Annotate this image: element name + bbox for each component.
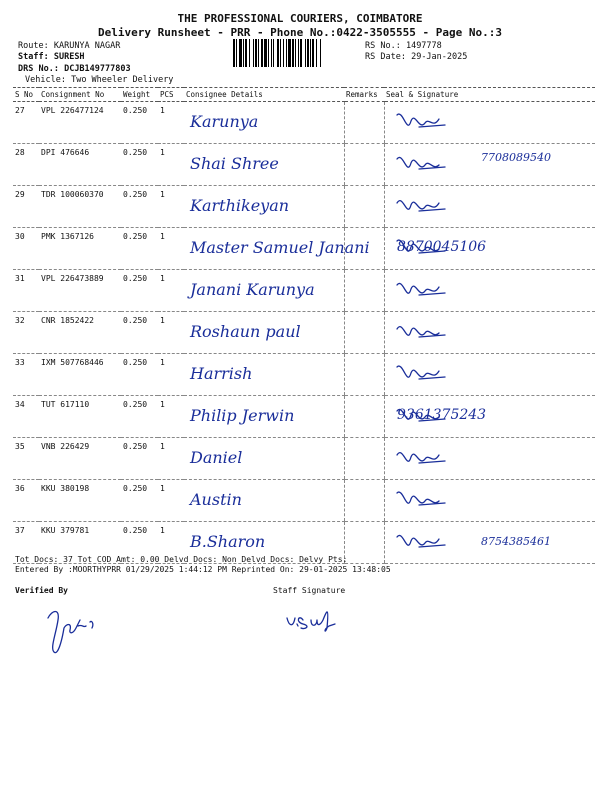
- row-weight: 0.250: [121, 144, 158, 186]
- row-seal-signature: [384, 102, 595, 144]
- rs-no-label: RS No.:: [365, 41, 401, 51]
- row-sno: 27: [13, 102, 39, 144]
- runsheet-table: [13, 87, 595, 564]
- row-seal-signature: [384, 312, 595, 354]
- row-consignee: [184, 312, 344, 354]
- row-pcs: 1: [158, 354, 184, 396]
- seal-signature-scribble: [389, 147, 599, 181]
- barcode-bar: [239, 39, 242, 67]
- consignee-name-text: Master Samuel Janani: [190, 238, 370, 257]
- footer-entered: Entered By :MOORTHYPRR 01/29/2025 1:44:12 PM Reprinted On: 29-01-2025 13:48:05: [15, 565, 391, 574]
- row-sno: 31: [13, 270, 39, 312]
- company-name: THE PROFESSIONAL COURIERS, COIMBATORE: [177, 12, 423, 25]
- barcode-bar: [280, 39, 281, 67]
- row-consignment-no: VPL 226473889: [39, 270, 121, 312]
- row-pcs: 1: [158, 228, 184, 270]
- table-row: [13, 270, 595, 312]
- footer-totals: Tot Docs: 37 Tot COD Amt: 0.00 Delvd Docs: Non Delvd Docs: Delvy Pts:: [15, 555, 348, 564]
- row-consignee: [184, 480, 344, 522]
- staff-line: [18, 52, 85, 62]
- barcode-bar: [236, 39, 237, 67]
- staff-signature: [283, 600, 363, 640]
- col-weight: Weight: [121, 88, 158, 102]
- table-row: [13, 312, 595, 354]
- consignee-name-text: Philip Jerwin: [190, 406, 295, 425]
- barcode-bar: [264, 39, 267, 67]
- consignee-name-text: Harrish: [190, 364, 253, 383]
- table-row: [13, 228, 595, 270]
- barcode-bar: [253, 39, 254, 67]
- row-consignee: [184, 354, 344, 396]
- drs-value: DCJB149777803: [64, 64, 131, 74]
- row-seal-signature: [384, 354, 595, 396]
- row-seal-signature: [384, 438, 595, 480]
- table-row: [13, 480, 595, 522]
- row-pcs: 1: [158, 438, 184, 480]
- row-remarks: [344, 354, 384, 396]
- consignee-handwriting: [186, 274, 346, 304]
- rs-no-value: 1497778: [405, 41, 442, 51]
- seal-signature-scribble: [389, 525, 599, 559]
- row-pcs: 1: [158, 186, 184, 228]
- row-remarks: [344, 186, 384, 228]
- row-consignee: [184, 228, 370, 270]
- staff-label: Staff:: [18, 52, 49, 62]
- row-pcs: 1: [158, 396, 184, 438]
- row-consignee: [184, 270, 344, 312]
- row-seal-signature: [384, 228, 595, 270]
- row-weight: 0.250: [121, 270, 158, 312]
- barcode-bar: [273, 39, 274, 67]
- row-weight: 0.250: [121, 522, 158, 564]
- route-value: KARUNYA NAGAR: [53, 41, 121, 51]
- row-seal-signature: [384, 186, 595, 228]
- barcode-bar: [277, 39, 279, 67]
- row-weight: 0.250: [121, 186, 158, 228]
- table-row: [13, 102, 595, 144]
- row-seal-signature: [384, 270, 595, 312]
- consignee-handwriting: [186, 400, 346, 430]
- row-pcs: 1: [158, 522, 184, 564]
- consignee-handwriting: [186, 232, 370, 262]
- row-consignment-no: TDR 100060370: [39, 186, 121, 228]
- row-consignment-no: IXM 507768446: [39, 354, 121, 396]
- seal-signature-scribble: [389, 357, 599, 391]
- seal-signature-scribble: [389, 441, 599, 475]
- row-seal-signature: [384, 396, 595, 438]
- row-sno: 28: [13, 144, 39, 186]
- vehicle-value: Two Wheeler Delivery: [71, 75, 174, 85]
- barcode-bar: [288, 39, 291, 67]
- row-weight: 0.250: [121, 354, 158, 396]
- row-consignee: [184, 438, 344, 480]
- col-consignee: Consignee Details: [184, 88, 344, 102]
- barcode-bar: [283, 39, 284, 67]
- seal-signature-scribble: [389, 105, 599, 139]
- seal-signature-scribble: [389, 315, 599, 349]
- vehicle-line: [25, 75, 173, 85]
- rs-date-label: RS Date:: [365, 52, 406, 62]
- row-remarks: [344, 144, 384, 186]
- runsheet-subtitle: Delivery Runsheet - PRR - Phone No.:0422-3505555 - Page No.:3: [98, 26, 502, 39]
- row-seal-signature: [384, 144, 595, 186]
- route-line: [18, 41, 120, 51]
- rs-no-line: [365, 41, 442, 51]
- row-remarks: [344, 270, 384, 312]
- row-sno: 35: [13, 438, 39, 480]
- verified-by-label: Verified By: [15, 586, 68, 595]
- row-weight: 0.250: [121, 438, 158, 480]
- col-seal-signature: Seal & Signature: [384, 88, 595, 102]
- table-row: [13, 438, 595, 480]
- barcode-bar: [271, 39, 272, 67]
- barcode-bar: [249, 39, 250, 67]
- table-row: [13, 396, 595, 438]
- row-weight: 0.250: [121, 396, 158, 438]
- row-remarks: [344, 396, 384, 438]
- row-consignment-no: PMK 1367126: [39, 228, 121, 270]
- seal-signature-scribble: [389, 399, 599, 433]
- barcode-bar: [286, 39, 287, 67]
- barcode-bar: [295, 39, 296, 67]
- barcode-bar: [310, 39, 311, 67]
- barcode-bar: [312, 39, 314, 67]
- seal-signature-scribble: [389, 273, 599, 307]
- row-sno: 36: [13, 480, 39, 522]
- barcode-image: [233, 39, 355, 67]
- row-pcs: 1: [158, 312, 184, 354]
- barcode-bar: [307, 39, 309, 67]
- row-pcs: 1: [158, 270, 184, 312]
- row-remarks: [344, 312, 384, 354]
- barcode-bar: [243, 39, 244, 67]
- consignee-handwriting: [186, 484, 346, 514]
- consignee-name-text: Daniel: [190, 448, 243, 467]
- row-consignee: [184, 396, 344, 438]
- barcode-bar: [305, 39, 306, 67]
- consignee-name-text: Karunya: [190, 112, 259, 131]
- barcode-bar: [300, 39, 302, 67]
- row-consignment-no: TUT 617110: [39, 396, 121, 438]
- consignee-handwriting: [186, 526, 346, 556]
- col-consignment: Consignment No: [39, 88, 121, 102]
- table-row: [13, 186, 595, 228]
- handwritten-phone-number: 8754385461: [480, 535, 551, 548]
- rs-date-value: 29-Jan-2025: [411, 52, 468, 62]
- barcode-bar: [245, 39, 247, 67]
- row-consignee: [184, 102, 344, 144]
- row-sno: 29: [13, 186, 39, 228]
- table-row: [13, 144, 595, 186]
- row-remarks: [344, 438, 384, 480]
- drs-line: [18, 64, 131, 74]
- row-sno: 32: [13, 312, 39, 354]
- consignee-handwriting: [186, 106, 346, 136]
- barcode-bar: [292, 39, 294, 67]
- table-row: [13, 354, 595, 396]
- barcode-bar: [261, 39, 263, 67]
- row-weight: 0.250: [121, 312, 158, 354]
- seal-signature-scribble: [389, 483, 599, 517]
- row-pcs: 1: [158, 144, 184, 186]
- row-consignment-no: CNR 1852422: [39, 312, 121, 354]
- barcode-bar: [316, 39, 317, 67]
- row-remarks: [344, 480, 384, 522]
- barcode-bar: [258, 39, 259, 67]
- handwritten-phone-number: 8870045106: [396, 239, 486, 255]
- row-consignment-no: KKU 379781: [39, 522, 121, 564]
- consignee-handwriting: [186, 316, 346, 346]
- consignee-handwriting: [186, 442, 346, 472]
- row-consignment-no: KKU 380198: [39, 480, 121, 522]
- col-sno: S No: [13, 88, 39, 102]
- consignee-name-text: Roshaun paul: [190, 322, 301, 341]
- row-sno: 34: [13, 396, 39, 438]
- consignee-name-text: B.Sharon: [190, 532, 266, 551]
- row-seal-signature: [384, 522, 595, 564]
- row-consignment-no: VPL 226477124: [39, 102, 121, 144]
- row-consignee: [184, 144, 344, 186]
- barcode-bar: [320, 39, 321, 67]
- row-sno: 33: [13, 354, 39, 396]
- row-remarks: [344, 522, 384, 564]
- table-header-row: [13, 88, 595, 102]
- row-consignment-no: VNB 226429: [39, 438, 121, 480]
- route-label: Route:: [18, 41, 49, 51]
- handwritten-phone-number: 7708089540: [480, 151, 551, 164]
- consignee-name-text: Janani Karunya: [190, 280, 315, 299]
- row-pcs: 1: [158, 480, 184, 522]
- staff-value: SURESH: [53, 52, 85, 62]
- row-consignee: [184, 186, 344, 228]
- barcode-bar: [255, 39, 257, 67]
- row-pcs: 1: [158, 102, 184, 144]
- seal-signature-scribble: [389, 189, 599, 223]
- drs-label: DRS No.:: [18, 64, 59, 74]
- row-sno: 30: [13, 228, 39, 270]
- handwritten-phone-number: 9361375243: [396, 407, 486, 423]
- row-seal-signature: [384, 480, 595, 522]
- consignee-handwriting: [186, 148, 346, 178]
- col-remarks: Remarks: [344, 88, 384, 102]
- row-weight: 0.250: [121, 480, 158, 522]
- barcode-bar: [298, 39, 299, 67]
- row-sno: 37: [13, 522, 39, 564]
- col-pcs: PCS: [158, 88, 184, 102]
- consignee-name-text: Shai Shree: [190, 154, 279, 173]
- consignee-handwriting: [186, 358, 346, 388]
- row-consignment-no: DPI 476646: [39, 144, 121, 186]
- row-remarks: [344, 228, 384, 270]
- rs-date-line: [365, 52, 467, 62]
- row-weight: 0.250: [121, 228, 158, 270]
- staff-signature-label: Staff Signature: [273, 586, 346, 595]
- consignee-name-text: Austin: [190, 490, 242, 509]
- verifier-signature: [40, 600, 120, 660]
- barcode-bar: [268, 39, 269, 67]
- consignee-name-text: Karthikeyan: [190, 196, 290, 215]
- barcode-bar: [233, 39, 235, 67]
- row-weight: 0.250: [121, 102, 158, 144]
- row-remarks: [344, 102, 384, 144]
- seal-signature-scribble: [389, 231, 599, 265]
- consignee-handwriting: [186, 190, 346, 220]
- vehicle-label: Vehicle:: [25, 75, 66, 85]
